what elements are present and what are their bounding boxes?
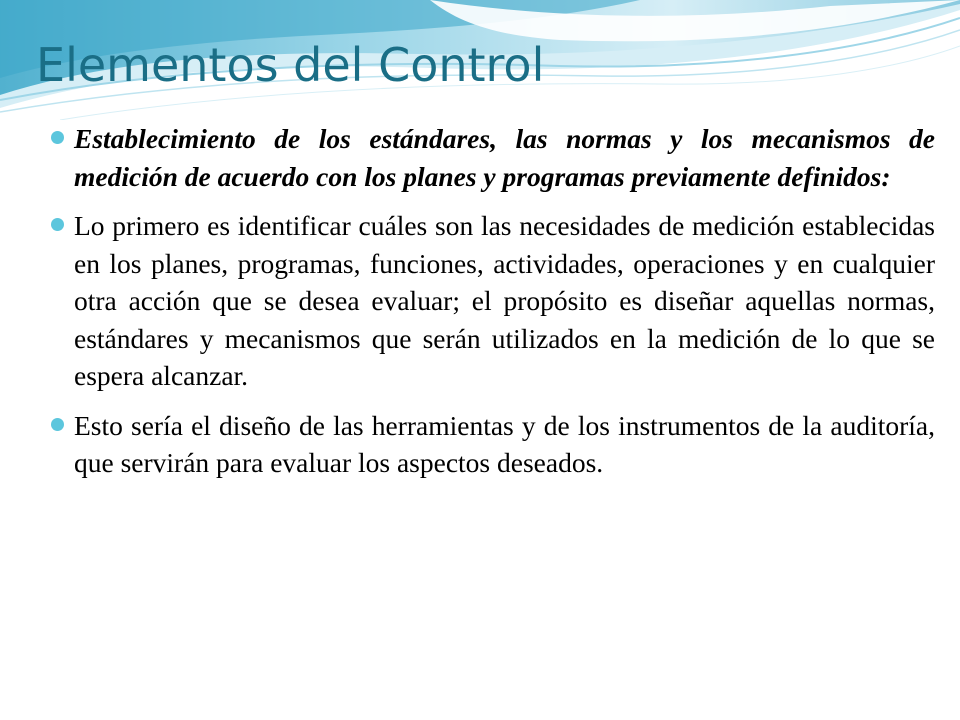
- bullet-text: Esto sería el diseño de las herramientas y de los instrumentos de la auditoría, que servirán para evaluar los aspectos deseados.: [74, 409, 935, 478]
- bullet-list: [50, 120, 935, 494]
- bullet-dot-icon: [51, 131, 64, 144]
- bullet-item: [50, 407, 935, 482]
- bullet-dot-icon: [51, 218, 64, 231]
- slide-title: Elementos del Control: [36, 38, 545, 92]
- bullet-text: Establecimiento de los estándares, las normas y los mecanismos de medición de acuerdo con los planes y programas previamente definidos:: [74, 123, 935, 192]
- bullet-dot-icon: [51, 418, 64, 431]
- bullet-item: [50, 207, 935, 395]
- bullet-item: [50, 120, 935, 195]
- bullet-text: Lo primero es identificar cuáles son las necesidades de medición establecidas en los planes, programas, funciones, actividades, operaciones y en cualquier otra acción que se desea evaluar; el propósito es diseñar aquellas normas, estándares y mecanismos que serán utilizados en la medición de lo que se espera alcanzar.: [74, 210, 935, 391]
